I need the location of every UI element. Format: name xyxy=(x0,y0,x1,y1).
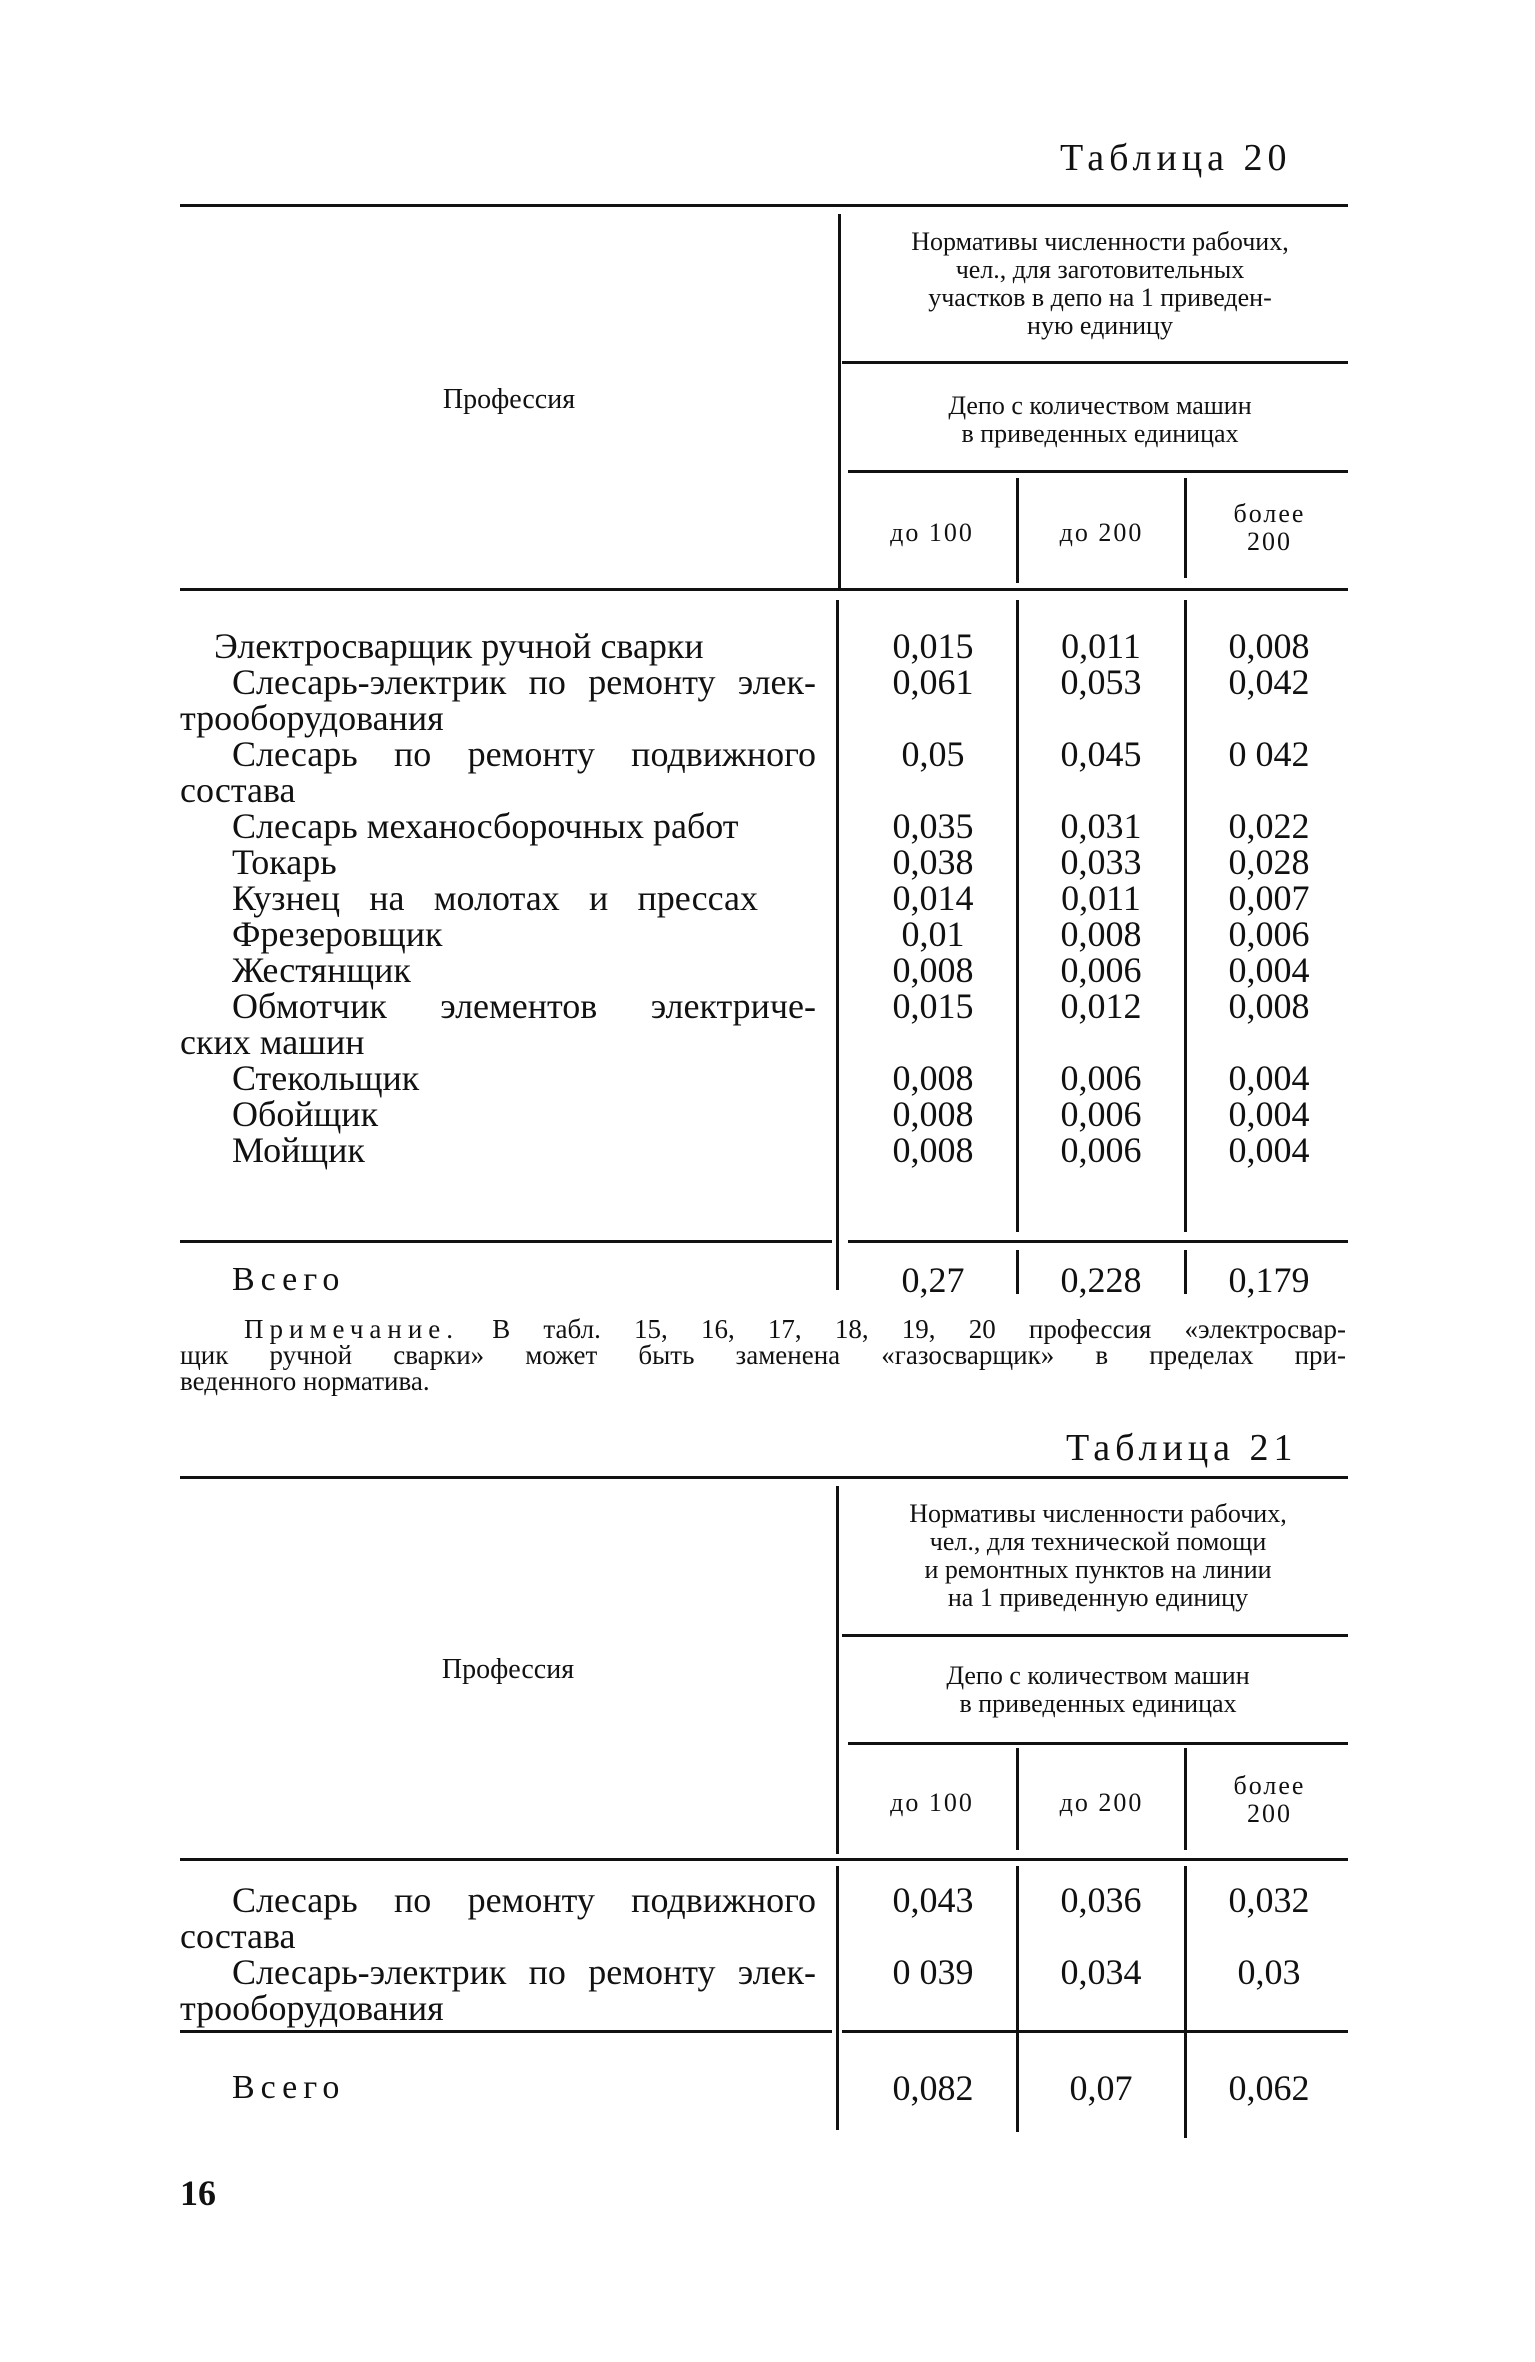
table21-norm-header: Нормативы численности рабочих, чел., для технической помощи и ремонтных пунктов на линии на 1 приведенную единицу xyxy=(909,1499,1287,1612)
table21-header-rule-1 xyxy=(842,1634,1348,1637)
table20-col-header-1: до 100 xyxy=(890,518,974,547)
table-row: Слесарь-электрик по ремонту элек- 0,061 0,053 0,042 xyxy=(232,662,1310,702)
table20-header-rule-2 xyxy=(848,470,1348,473)
table20-total-row: Всего 0,27 0,228 0,179 xyxy=(232,1260,1310,1300)
table-row: Кузнец на молотах и прессах 0,014 0,011 0,007 xyxy=(232,878,1310,918)
table-row: Мойщик 0,008 0,006 0,004 xyxy=(232,1130,1310,1170)
table21-caption: Таблица 21 xyxy=(1066,1427,1298,1469)
table-row: Жестянщик 0,008 0,006 0,004 xyxy=(232,950,1310,990)
table20-col-header-2: до 200 xyxy=(1059,518,1144,547)
table20-depot-header: Депо с количеством машин в приведенных единицах xyxy=(948,391,1252,448)
table20-profession-header: Профессия xyxy=(442,384,576,415)
table21-header-rule-2 xyxy=(848,1742,1348,1745)
table20-norm-header: Нормативы численности рабочих, чел., для заготовительных участков в депо на 1 приведен- ную единицу xyxy=(911,227,1289,340)
table21-col-header-1: до 100 xyxy=(890,1788,974,1817)
table21-header-bottom-rule xyxy=(180,1858,1348,1861)
table-row-continuation: трооборудования xyxy=(180,1988,444,2028)
table21-total-rule-right xyxy=(842,2030,1348,2033)
table-row-continuation: трооборудования xyxy=(180,698,444,738)
table20-header-rule-1 xyxy=(842,361,1348,364)
table-row: Электросварщик ручной сварки 0,015 0,011 0,008 xyxy=(214,626,1310,666)
table-row: Токарь 0,038 0,033 0,028 xyxy=(232,842,1310,882)
table21-top-rule xyxy=(180,1476,1348,1479)
table21-total-row: Всего 0,082 0,07 0,062 xyxy=(232,2068,1310,2108)
table21-profession-header: Профессия xyxy=(441,1654,575,1685)
table20-total-rule-right xyxy=(848,1240,1348,1243)
table-row: Слесарь-электрик по ремонту элек- 0 039 0,034 0,03 xyxy=(232,1952,1301,1992)
table-row: Обойщик 0,008 0,006 0,004 xyxy=(232,1094,1310,1134)
page-number: 16 xyxy=(180,2173,216,2213)
table20-header-bottom-rule xyxy=(180,588,1348,591)
table-row-continuation: ских машин xyxy=(180,1022,365,1062)
table-row: Слесарь механосборочных работ 0,035 0,031 0,022 xyxy=(232,806,1310,846)
table-row: Фрезеровщик 0,01 0,008 0,006 xyxy=(232,914,1310,954)
table21-header-divider xyxy=(836,1486,839,1854)
table20-col-header-3: более 200 xyxy=(1233,499,1306,556)
table-row-continuation: состава xyxy=(180,770,296,810)
table20-header-divider xyxy=(838,214,841,590)
table-row: Стекольщик 0,008 0,006 0,004 xyxy=(232,1058,1310,1098)
table20-note: Примечание. В табл. 15, 16, 17, 18, 19, 20 профессия «электросвар- щик ручной сварки» может быть заменена «газосварщик» в пределах при- веденного норматива. xyxy=(180,1314,1346,1396)
table21-total-rule-left xyxy=(180,2030,832,2033)
table21-depot-header: Депо с количеством машин в приведенных единицах xyxy=(946,1661,1250,1718)
table-row-continuation: состава xyxy=(180,1916,296,1956)
table-row: Обмотчик элементов электриче- 0,015 0,012 0,008 xyxy=(232,986,1310,1026)
table21-col-header-3: более 200 xyxy=(1233,1771,1306,1828)
table-row: Слесарь по ремонту подвижного 0,043 0,036 0,032 xyxy=(232,1880,1310,1920)
table20-top-rule xyxy=(180,204,1348,207)
table20-caption: Таблица 20 xyxy=(1060,137,1292,179)
table21-col-header-2: до 200 xyxy=(1059,1788,1144,1817)
table-row: Слесарь по ремонту подвижного 0,05 0,045 0 042 xyxy=(232,734,1310,774)
table20-total-rule-left xyxy=(180,1240,832,1243)
